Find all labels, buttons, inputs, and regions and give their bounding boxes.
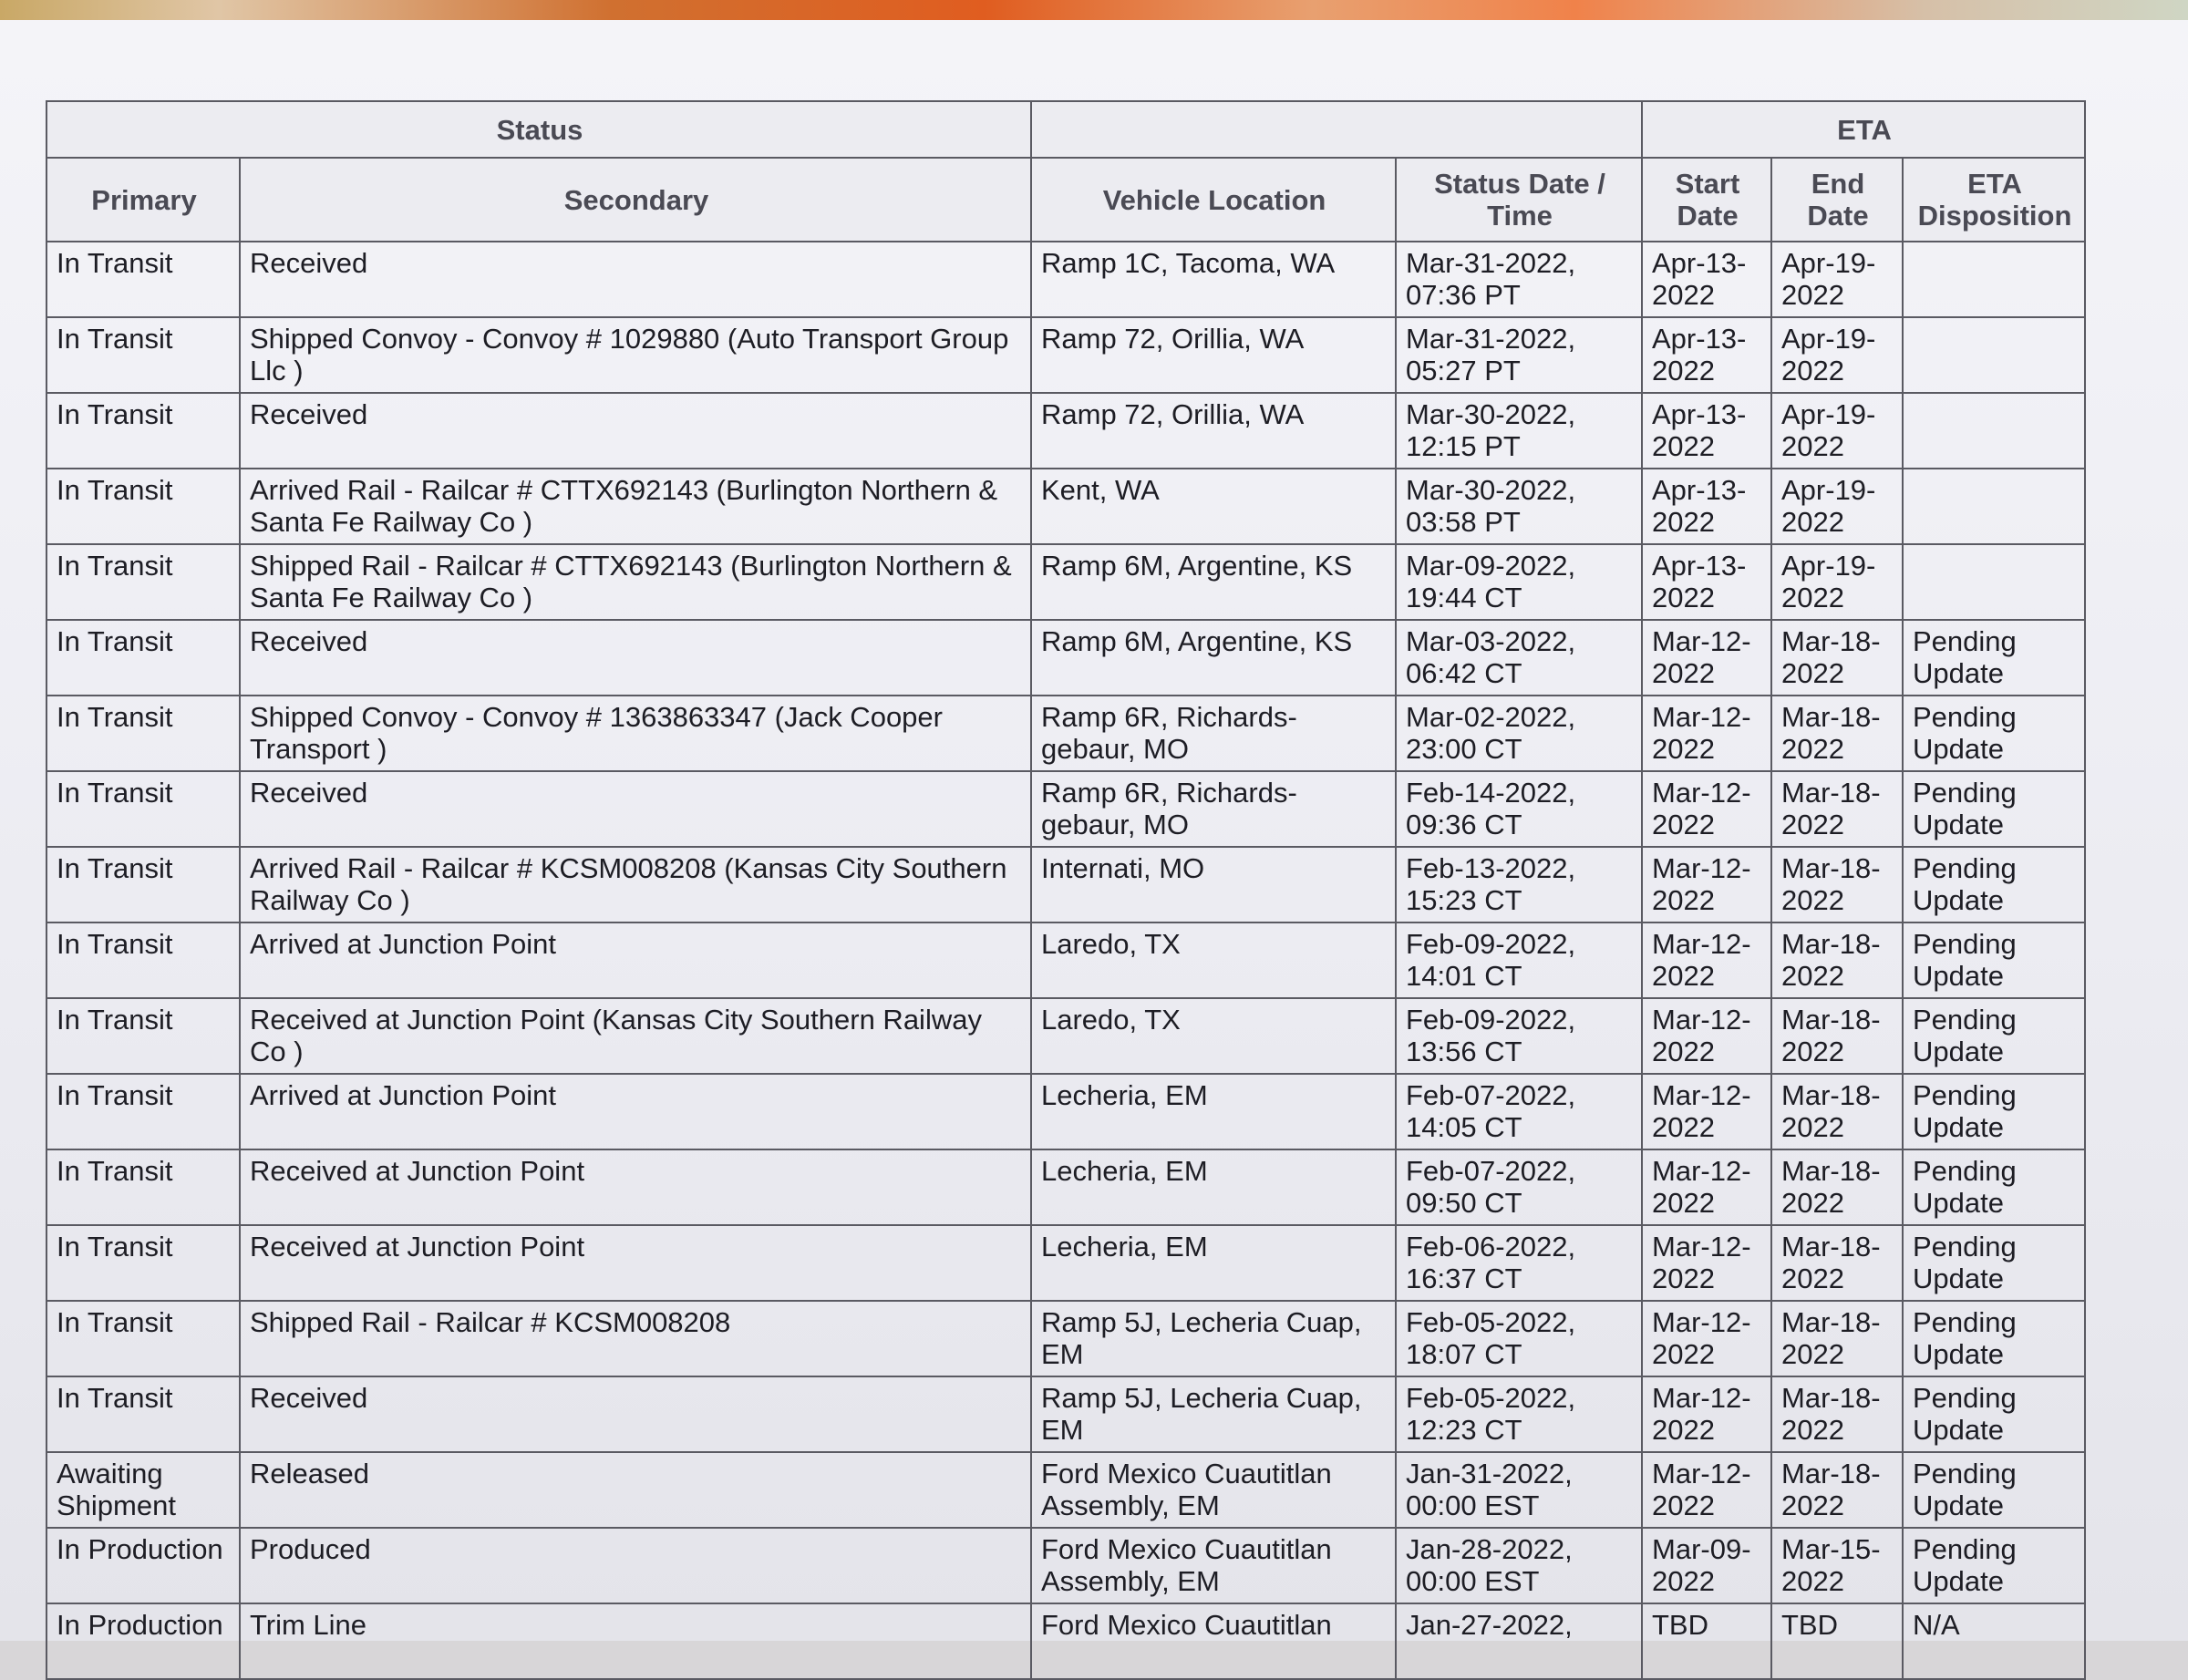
- status-date-time-cell: Feb-09-2022, 13:56 CT: [1396, 998, 1642, 1074]
- vehicle-location-cell: Lecheria, EM: [1031, 1225, 1396, 1301]
- start-date-cell: Apr-13-2022: [1642, 242, 1771, 317]
- secondary-status-cell: Received at Junction Point: [240, 1149, 1031, 1225]
- status-date-time-cell: Mar-31-2022, 07:36 PT: [1396, 242, 1642, 317]
- eta-disposition-cell: N/A: [1903, 1603, 2085, 1679]
- status-date-time-cell: Jan-28-2022, 00:00 EST: [1396, 1528, 1642, 1603]
- primary-status-cell: In Transit: [46, 1376, 240, 1452]
- start-date-cell: Apr-13-2022: [1642, 393, 1771, 469]
- status-date-time-cell: Mar-31-2022, 05:27 PT: [1396, 317, 1642, 393]
- table-row: [46, 1149, 2085, 1225]
- end-date-column-header: End Date: [1771, 158, 1903, 242]
- status-date-time-cell: Jan-31-2022, 00:00 EST: [1396, 1452, 1642, 1528]
- table-row: [46, 771, 2085, 847]
- tracking-rows: [46, 242, 2085, 1679]
- secondary-status-cell: Arrived at Junction Point: [240, 1074, 1031, 1149]
- vehicle-location-cell: Ramp 6M, Argentine, KS: [1031, 544, 1396, 620]
- secondary-status-cell: Trim Line: [240, 1603, 1031, 1679]
- start-date-cell: Mar-12-2022: [1642, 1225, 1771, 1301]
- end-date-cell: Mar-18-2022: [1771, 922, 1903, 998]
- primary-status-cell: Awaiting Shipment: [46, 1452, 240, 1528]
- primary-status-cell: In Transit: [46, 1074, 240, 1149]
- table-row: [46, 242, 2085, 317]
- start-date-cell: Mar-12-2022: [1642, 922, 1771, 998]
- primary-status-cell: In Transit: [46, 922, 240, 998]
- status-date-time-cell: Feb-05-2022, 18:07 CT: [1396, 1301, 1642, 1376]
- start-date-cell: Mar-12-2022: [1642, 1149, 1771, 1225]
- status-date-time-cell: Feb-09-2022, 14:01 CT: [1396, 922, 1642, 998]
- eta-disposition-cell: Pending Update: [1903, 1225, 2085, 1301]
- vehicle-location-cell: Ramp 6R, Richards-gebaur, MO: [1031, 771, 1396, 847]
- end-date-cell: Mar-18-2022: [1771, 1301, 1903, 1376]
- start-date-cell: Mar-09-2022: [1642, 1528, 1771, 1603]
- secondary-status-cell: Shipped Convoy - Convoy # 1029880 (Auto Transport Group Llc ): [240, 317, 1031, 393]
- start-date-cell: Mar-12-2022: [1642, 620, 1771, 696]
- end-date-cell: Mar-18-2022: [1771, 1149, 1903, 1225]
- primary-status-cell: In Transit: [46, 393, 240, 469]
- table-row: [46, 1301, 2085, 1376]
- table-row: [46, 1225, 2085, 1301]
- primary-status-cell: In Transit: [46, 242, 240, 317]
- end-date-cell: Mar-18-2022: [1771, 771, 1903, 847]
- vehicle-location-cell: Ramp 72, Orillia, WA: [1031, 393, 1396, 469]
- vehicle-location-cell: Ramp 1C, Tacoma, WA: [1031, 242, 1396, 317]
- table-row: [46, 998, 2085, 1074]
- table-row: [46, 1074, 2085, 1149]
- primary-status-cell: In Production: [46, 1528, 240, 1603]
- start-date-cell: Mar-12-2022: [1642, 998, 1771, 1074]
- start-date-cell: Mar-12-2022: [1642, 771, 1771, 847]
- secondary-status-cell: Produced: [240, 1528, 1031, 1603]
- paper-sheet: [0, 20, 2188, 1641]
- primary-status-cell: In Transit: [46, 1225, 240, 1301]
- secondary-status-cell: Arrived Rail - Railcar # KCSM008208 (Kansas City Southern Railway Co ): [240, 847, 1031, 922]
- table-row: [46, 1376, 2085, 1452]
- table-row: [46, 469, 2085, 544]
- table-row: [46, 620, 2085, 696]
- eta-disposition-cell: Pending Update: [1903, 1301, 2085, 1376]
- vehicle-location-cell: Ford Mexico Cuautitlan Assembly, EM: [1031, 1452, 1396, 1528]
- status-date-time-cell: Feb-06-2022, 16:37 CT: [1396, 1225, 1642, 1301]
- primary-status-cell: In Transit: [46, 469, 240, 544]
- eta-disposition-cell: [1903, 393, 2085, 469]
- start-date-cell: Apr-13-2022: [1642, 469, 1771, 544]
- table-row: [46, 544, 2085, 620]
- status-date-time-cell: Feb-05-2022, 12:23 CT: [1396, 1376, 1642, 1452]
- status-date-time-cell: Feb-13-2022, 15:23 CT: [1396, 847, 1642, 922]
- status-date-time-cell: Mar-02-2022, 23:00 CT: [1396, 696, 1642, 771]
- table-row: [46, 847, 2085, 922]
- status-date-time-cell: Mar-03-2022, 06:42 CT: [1396, 620, 1642, 696]
- primary-status-cell: In Transit: [46, 1149, 240, 1225]
- end-date-cell: Mar-15-2022: [1771, 1528, 1903, 1603]
- vehicle-location-cell: Lecheria, EM: [1031, 1149, 1396, 1225]
- primary-status-cell: In Transit: [46, 771, 240, 847]
- secondary-status-cell: Received: [240, 1376, 1031, 1452]
- eta-disposition-cell: Pending Update: [1903, 771, 2085, 847]
- start-date-column-header: Start Date: [1642, 158, 1771, 242]
- eta-disposition-cell: Pending Update: [1903, 1149, 2085, 1225]
- primary-status-cell: In Transit: [46, 544, 240, 620]
- secondary-status-cell: Received: [240, 771, 1031, 847]
- start-date-cell: Mar-12-2022: [1642, 847, 1771, 922]
- status-date-time-cell: Mar-30-2022, 03:58 PT: [1396, 469, 1642, 544]
- eta-disposition-cell: [1903, 544, 2085, 620]
- status-date-time-column-header: Status Date / Time: [1396, 158, 1642, 242]
- end-date-cell: Apr-19-2022: [1771, 393, 1903, 469]
- status-date-time-cell: Mar-09-2022, 19:44 CT: [1396, 544, 1642, 620]
- vehicle-location-cell: Ramp 5J, Lecheria Cuap, EM: [1031, 1301, 1396, 1376]
- secondary-status-cell: Shipped Rail - Railcar # KCSM008208: [240, 1301, 1031, 1376]
- end-date-cell: Mar-18-2022: [1771, 1376, 1903, 1452]
- eta-disposition-cell: Pending Update: [1903, 620, 2085, 696]
- status-date-time-cell: Jan-27-2022,: [1396, 1603, 1642, 1679]
- secondary-status-cell: Received at Junction Point: [240, 1225, 1031, 1301]
- table-row: [46, 1603, 2085, 1679]
- secondary-status-cell: Arrived Rail - Railcar # CTTX692143 (Burlington Northern & Santa Fe Railway Co ): [240, 469, 1031, 544]
- end-date-cell: Mar-18-2022: [1771, 1452, 1903, 1528]
- eta-disposition-cell: [1903, 242, 2085, 317]
- eta-disposition-cell: Pending Update: [1903, 998, 2085, 1074]
- primary-status-cell: In Transit: [46, 620, 240, 696]
- end-date-cell: Mar-18-2022: [1771, 1074, 1903, 1149]
- status-date-time-cell: Feb-14-2022, 09:36 CT: [1396, 771, 1642, 847]
- end-date-cell: Apr-19-2022: [1771, 242, 1903, 317]
- status-group-header: Status: [46, 101, 1031, 158]
- secondary-status-cell: Received: [240, 393, 1031, 469]
- eta-disposition-column-header: ETA Disposition: [1903, 158, 2085, 242]
- vehicle-location-cell: Internati, MO: [1031, 847, 1396, 922]
- table-row: [46, 1528, 2085, 1603]
- table-row: [46, 696, 2085, 771]
- primary-column-header: Primary: [46, 158, 240, 242]
- end-date-cell: Apr-19-2022: [1771, 544, 1903, 620]
- end-date-cell: Mar-18-2022: [1771, 696, 1903, 771]
- secondary-status-cell: Shipped Rail - Railcar # CTTX692143 (Burlington Northern & Santa Fe Railway Co ): [240, 544, 1031, 620]
- end-date-cell: Apr-19-2022: [1771, 469, 1903, 544]
- secondary-status-cell: Arrived at Junction Point: [240, 922, 1031, 998]
- end-date-cell: TBD: [1771, 1603, 1903, 1679]
- status-date-time-cell: Feb-07-2022, 14:05 CT: [1396, 1074, 1642, 1149]
- start-date-cell: Mar-12-2022: [1642, 1074, 1771, 1149]
- end-date-cell: Apr-19-2022: [1771, 317, 1903, 393]
- start-date-cell: Apr-13-2022: [1642, 544, 1771, 620]
- eta-disposition-cell: [1903, 317, 2085, 393]
- vehicle-location-cell: Ramp 5J, Lecheria Cuap, EM: [1031, 1376, 1396, 1452]
- vehicle-location-cell: Laredo, TX: [1031, 998, 1396, 1074]
- start-date-cell: Mar-12-2022: [1642, 1301, 1771, 1376]
- primary-status-cell: In Transit: [46, 317, 240, 393]
- start-date-cell: TBD: [1642, 1603, 1771, 1679]
- eta-disposition-cell: Pending Update: [1903, 1074, 2085, 1149]
- vehicle-location-cell: Ramp 6R, Richards-gebaur, MO: [1031, 696, 1396, 771]
- secondary-status-cell: Received at Junction Point (Kansas City Southern Railway Co ): [240, 998, 1031, 1074]
- blank-group-header: [1031, 101, 1642, 158]
- vehicle-location-cell: Ramp 72, Orillia, WA: [1031, 317, 1396, 393]
- table-row: [46, 922, 2085, 998]
- group-header-row: [46, 101, 2085, 158]
- eta-disposition-cell: [1903, 469, 2085, 544]
- secondary-column-header: Secondary: [240, 158, 1031, 242]
- eta-disposition-cell: Pending Update: [1903, 1376, 2085, 1452]
- vehicle-location-cell: Kent, WA: [1031, 469, 1396, 544]
- primary-status-cell: In Transit: [46, 696, 240, 771]
- secondary-status-cell: Shipped Convoy - Convoy # 1363863347 (Jack Cooper Transport ): [240, 696, 1031, 771]
- eta-disposition-cell: Pending Update: [1903, 847, 2085, 922]
- secondary-status-cell: Released: [240, 1452, 1031, 1528]
- vehicle-location-cell: Ramp 6M, Argentine, KS: [1031, 620, 1396, 696]
- primary-status-cell: In Transit: [46, 847, 240, 922]
- end-date-cell: Mar-18-2022: [1771, 847, 1903, 922]
- end-date-cell: Mar-18-2022: [1771, 1225, 1903, 1301]
- table-row: [46, 1452, 2085, 1528]
- start-date-cell: Apr-13-2022: [1642, 317, 1771, 393]
- start-date-cell: Mar-12-2022: [1642, 696, 1771, 771]
- start-date-cell: Mar-12-2022: [1642, 1376, 1771, 1452]
- start-date-cell: Mar-12-2022: [1642, 1452, 1771, 1528]
- primary-status-cell: In Transit: [46, 998, 240, 1074]
- eta-disposition-cell: Pending Update: [1903, 922, 2085, 998]
- eta-disposition-cell: Pending Update: [1903, 1452, 2085, 1528]
- eta-disposition-cell: Pending Update: [1903, 696, 2085, 771]
- status-date-time-cell: Mar-30-2022, 12:15 PT: [1396, 393, 1642, 469]
- secondary-status-cell: Received: [240, 242, 1031, 317]
- status-date-time-cell: Feb-07-2022, 09:50 CT: [1396, 1149, 1642, 1225]
- table-row: [46, 317, 2085, 393]
- vehicle-location-cell: Ford Mexico Cuautitlan: [1031, 1603, 1396, 1679]
- tracking-table: [46, 100, 2086, 1680]
- end-date-cell: Mar-18-2022: [1771, 998, 1903, 1074]
- vehicle-location-cell: Lecheria, EM: [1031, 1074, 1396, 1149]
- end-date-cell: Mar-18-2022: [1771, 620, 1903, 696]
- vehicle-location-column-header: Vehicle Location: [1031, 158, 1396, 242]
- eta-group-header: ETA: [1642, 101, 2085, 158]
- primary-status-cell: In Production: [46, 1603, 240, 1679]
- vehicle-location-cell: Laredo, TX: [1031, 922, 1396, 998]
- column-header-row: [46, 158, 2085, 242]
- table-row: [46, 393, 2085, 469]
- eta-disposition-cell: Pending Update: [1903, 1528, 2085, 1603]
- primary-status-cell: In Transit: [46, 1301, 240, 1376]
- vehicle-location-cell: Ford Mexico Cuautitlan Assembly, EM: [1031, 1528, 1396, 1603]
- secondary-status-cell: Received: [240, 620, 1031, 696]
